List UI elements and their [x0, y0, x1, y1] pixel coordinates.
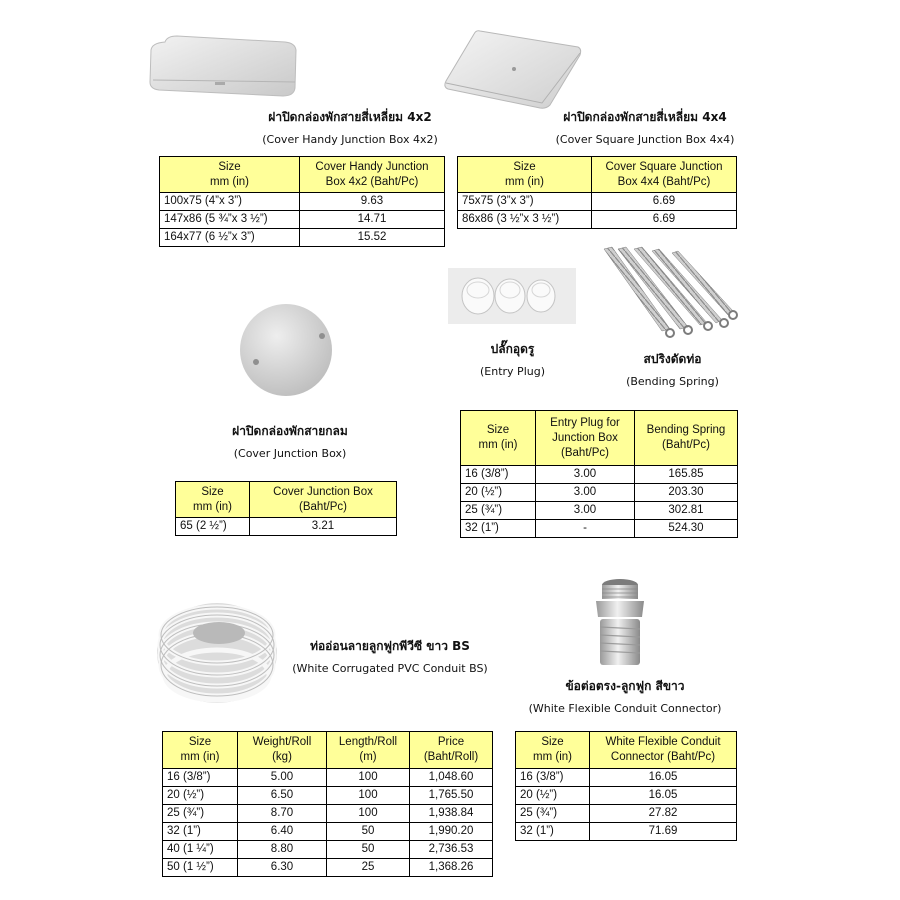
conduit-title-en: (White Corrugated PVC Conduit BS) — [292, 662, 488, 675]
cover-4x2-title-th: ฝาปิดกล่องพักสายสี่เหลี่ยม 4x2 — [268, 110, 432, 124]
bending-spring-title-th: สปริงดัดท่อ — [643, 352, 702, 366]
table-row — [461, 484, 738, 502]
cell-length: 25 — [327, 859, 410, 877]
conduit-roll-image — [155, 595, 280, 705]
connector-caption — [515, 677, 735, 715]
cell-bending-spring: 203.30 — [635, 484, 738, 502]
cell-weight: 8.80 — [238, 841, 327, 859]
cell-entry-plug: 3.00 — [536, 484, 635, 502]
table-row — [516, 805, 737, 823]
conduit-table — [162, 731, 493, 877]
entry-plug-title-en: (Entry Plug) — [480, 365, 545, 378]
cell-price: 16.05 — [590, 787, 737, 805]
table-row — [163, 823, 493, 841]
entry-plug-image — [448, 268, 576, 324]
cell-size: 147x86 (5 ¾”x 3 ½”) — [160, 211, 300, 229]
cell-price: 1,048.60 — [410, 769, 493, 787]
cell-price: 1,765.50 — [410, 787, 493, 805]
table-row — [176, 518, 397, 536]
cover-4x2-image — [145, 30, 300, 100]
cover-4x2-table — [159, 156, 445, 247]
header-entry-plug: Entry Plug for Junction Box (Baht/Pc) — [536, 411, 635, 466]
header-price: Price (Baht/Roll) — [410, 732, 493, 769]
cell-size: 32 (1”) — [516, 823, 590, 841]
table-row — [163, 805, 493, 823]
connector-table — [515, 731, 737, 841]
cell-length: 100 — [327, 787, 410, 805]
entry-plug-title-th: ปลั๊กอุดรู — [490, 342, 535, 356]
table-row — [516, 823, 737, 841]
header-size: Size mm (in) — [461, 411, 536, 466]
table-row — [163, 859, 493, 877]
header-size: Size mm (in) — [458, 157, 592, 193]
table-header-row — [176, 482, 397, 518]
cell-bending-spring: 302.81 — [635, 502, 738, 520]
header-bending-spring: Bending Spring (Baht/Pc) — [635, 411, 738, 466]
header-size: Size mm (in) — [160, 157, 300, 193]
cell-price: 16.05 — [590, 769, 737, 787]
cell-size: 50 (1 ½”) — [163, 859, 238, 877]
cell-size: 32 (1”) — [461, 520, 536, 538]
cell-size: 65 (2 ½”) — [176, 518, 250, 536]
cell-price: 3.21 — [250, 518, 397, 536]
cell-size: 40 (1 ¼”) — [163, 841, 238, 859]
cell-price: 1,990.20 — [410, 823, 493, 841]
entry-plug-caption — [445, 340, 580, 378]
header-size: Size mm (in) — [516, 732, 590, 769]
header-price: Cover Junction Box (Baht/Pc) — [250, 482, 397, 518]
cell-entry-plug: - — [536, 520, 635, 538]
bending-spring-image — [600, 245, 740, 340]
cover-4x4-title-th: ฝาปิดกล่องพักสายสี่เหลี่ยม 4x4 — [563, 110, 727, 124]
cell-size: 16 (3/8”) — [163, 769, 238, 787]
cell-price: 9.63 — [300, 193, 445, 211]
cell-price: 27.82 — [590, 805, 737, 823]
cell-bending-spring: 524.30 — [635, 520, 738, 538]
cover-round-title-en: (Cover Junction Box) — [233, 447, 347, 460]
table-row — [163, 769, 493, 787]
cell-weight: 5.00 — [238, 769, 327, 787]
table-row — [160, 229, 445, 247]
cell-entry-plug: 3.00 — [536, 502, 635, 520]
plug-spring-table — [460, 410, 738, 538]
cover-4x2-title-en: (Cover Handy Junction Box 4x2) — [262, 133, 438, 146]
header-price: Cover Handy Junction Box 4x2 (Baht/Pc) — [300, 157, 445, 193]
cover-4x4-image — [440, 25, 585, 110]
cell-size: 20 (½”) — [516, 787, 590, 805]
cover-round-caption — [180, 422, 400, 460]
conduit-caption — [280, 637, 500, 675]
table-header-row — [163, 732, 493, 769]
table-row — [160, 193, 445, 211]
cell-price: 1,938.84 — [410, 805, 493, 823]
header-size: Size mm (in) — [176, 482, 250, 518]
conduit-title-th: ท่ออ่อนลายลูกฟูกพีวีซี ขาว BS — [310, 639, 470, 653]
cell-price: 15.52 — [300, 229, 445, 247]
cell-price: 6.69 — [592, 211, 737, 229]
cell-size: 16 (3/8”) — [516, 769, 590, 787]
table-row — [458, 211, 737, 229]
cell-weight: 6.40 — [238, 823, 327, 841]
table-row — [461, 502, 738, 520]
header-price: Cover Square Junction Box 4x4 (Baht/Pc) — [592, 157, 737, 193]
cell-weight: 6.30 — [238, 859, 327, 877]
cell-length: 50 — [327, 841, 410, 859]
table-row — [163, 787, 493, 805]
cell-length: 100 — [327, 769, 410, 787]
table-row — [516, 787, 737, 805]
cell-size: 20 (½”) — [163, 787, 238, 805]
table-row — [458, 193, 737, 211]
cell-price: 71.69 — [590, 823, 737, 841]
cell-size: 164x77 (6 ½”x 3”) — [160, 229, 300, 247]
connector-title-en: (White Flexible Conduit Connector) — [528, 702, 722, 715]
cover-round-title-th: ฝาปิดกล่องพักสายกลม — [232, 424, 348, 438]
cell-size: 25 (¾”) — [163, 805, 238, 823]
cell-size: 86x86 (3 ½”x 3 ½”) — [458, 211, 592, 229]
cell-weight: 8.70 — [238, 805, 327, 823]
cell-price: 1,368.26 — [410, 859, 493, 877]
header-price: White Flexible Conduit Connector (Baht/Pc) — [590, 732, 737, 769]
cell-size: 32 (1”) — [163, 823, 238, 841]
cover-4x2-caption — [250, 108, 450, 146]
cover-4x4-caption — [540, 108, 750, 146]
cell-price: 14.71 — [300, 211, 445, 229]
header-weight: Weight/Roll (kg) — [238, 732, 327, 769]
cover-4x4-table — [457, 156, 737, 229]
table-row — [461, 520, 738, 538]
bending-spring-caption — [600, 350, 745, 388]
cell-size: 25 (¾”) — [461, 502, 536, 520]
cover-round-table — [175, 481, 397, 536]
cell-length: 100 — [327, 805, 410, 823]
header-size: Size mm (in) — [163, 732, 238, 769]
cover-4x4-title-en: (Cover Square Junction Box 4x4) — [555, 133, 735, 146]
header-length: Length/Roll (m) — [327, 732, 410, 769]
cell-weight: 6.50 — [238, 787, 327, 805]
cover-round-image — [236, 300, 336, 400]
cell-size: 25 (¾”) — [516, 805, 590, 823]
cell-length: 50 — [327, 823, 410, 841]
connector-title-th: ข้อต่อตรง-ลูกฟูก สีขาว — [565, 679, 685, 693]
cell-price: 6.69 — [592, 193, 737, 211]
table-header-row — [458, 157, 737, 193]
cell-size: 16 (3/8”) — [461, 466, 536, 484]
table-row — [516, 769, 737, 787]
connector-image — [590, 575, 650, 670]
cell-size: 75x75 (3”x 3”) — [458, 193, 592, 211]
cell-bending-spring: 165.85 — [635, 466, 738, 484]
table-row — [461, 466, 738, 484]
table-header-row — [461, 411, 738, 466]
table-row — [163, 841, 493, 859]
cell-size: 20 (½”) — [461, 484, 536, 502]
table-row — [160, 211, 445, 229]
cell-entry-plug: 3.00 — [536, 466, 635, 484]
bending-spring-title-en: (Bending Spring) — [626, 375, 719, 388]
cell-price: 2,736.53 — [410, 841, 493, 859]
cell-size: 100x75 (4”x 3”) — [160, 193, 300, 211]
table-header-row — [160, 157, 445, 193]
table-header-row — [516, 732, 737, 769]
